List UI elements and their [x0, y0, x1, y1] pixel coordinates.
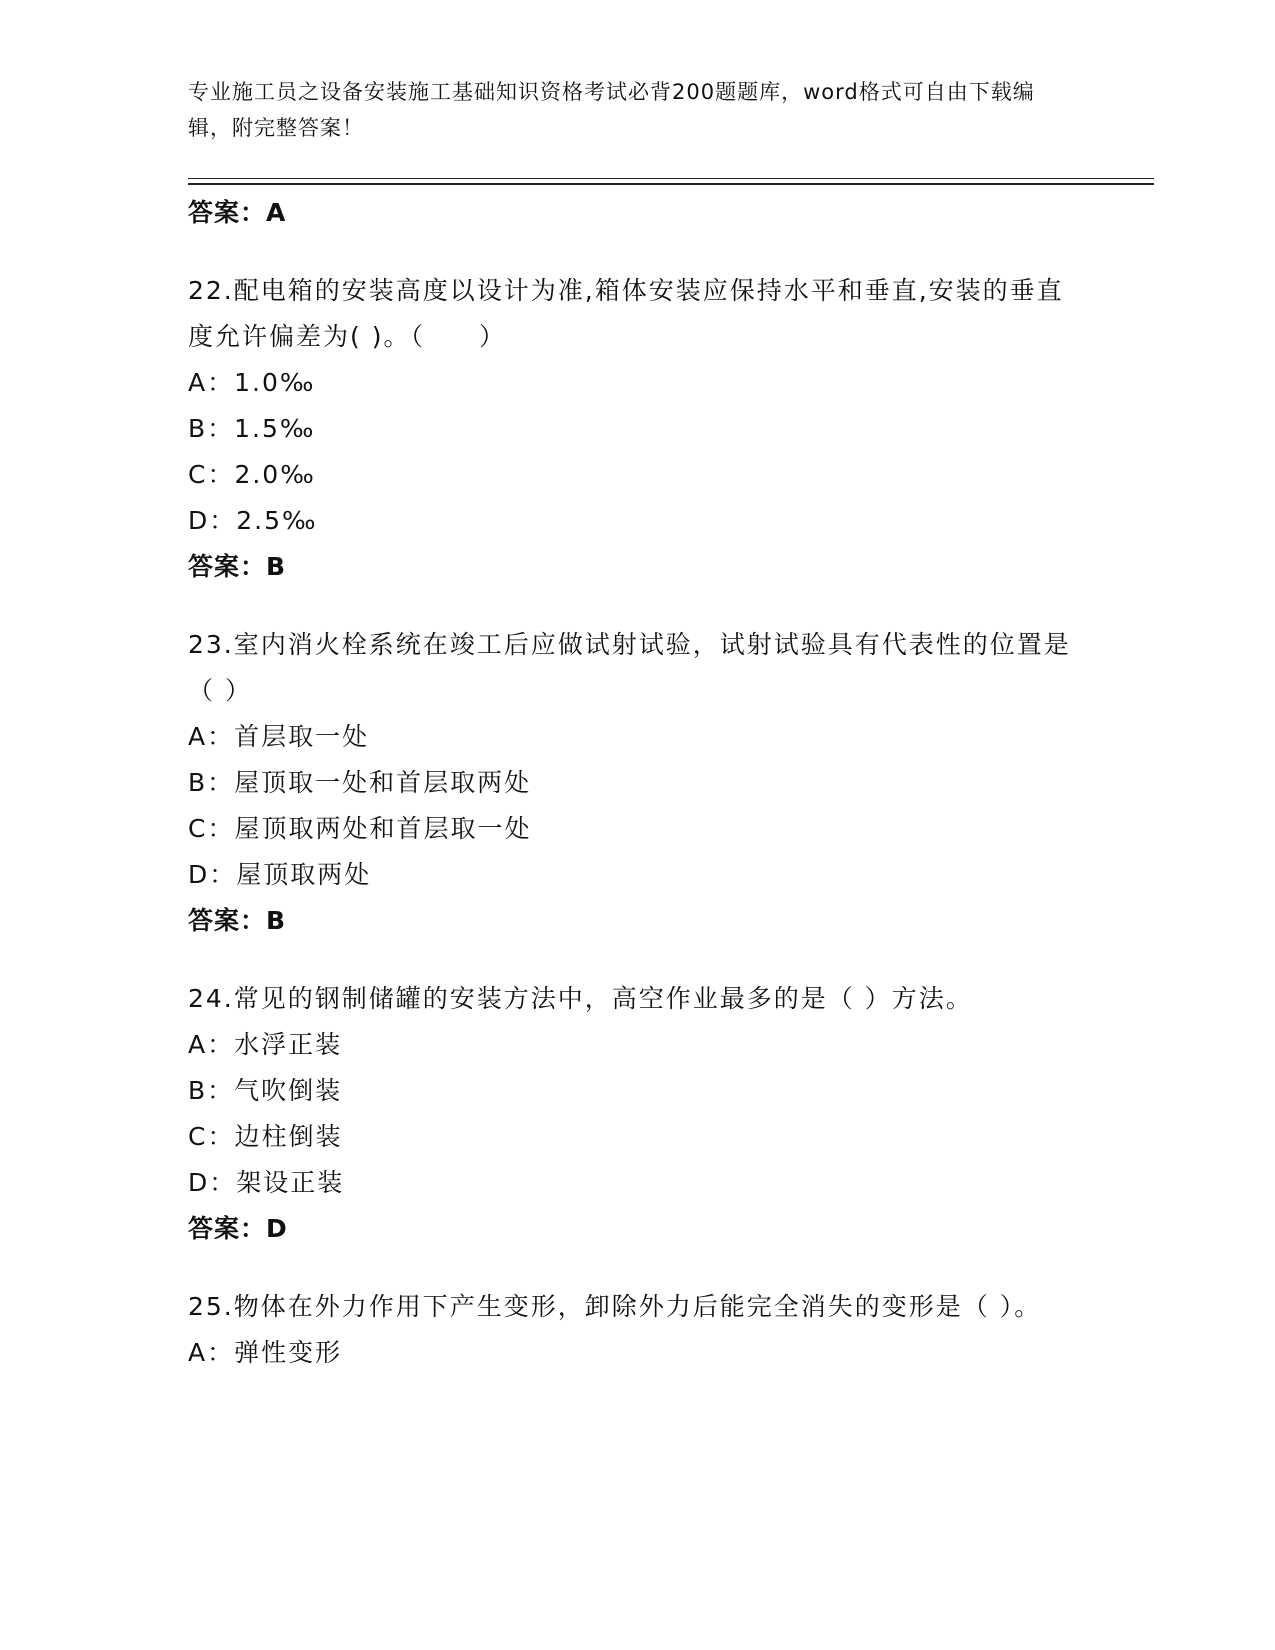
option-d: D：架设正装 [188, 1168, 345, 1197]
answer-line: 答案：D [188, 1214, 288, 1243]
option-c: C：屋顶取两处和首层取一处 [188, 814, 532, 843]
question-block [188, 622, 1088, 944]
question-list [188, 190, 1088, 1376]
answer-line: 答案：A [188, 198, 287, 227]
option-c: C：2.0‰ [188, 460, 316, 489]
header-divider-thick [188, 183, 1154, 185]
option-a: A：1.0‰ [188, 368, 316, 397]
option-b: B：1.5‰ [188, 414, 316, 443]
answer-line: 答案：B [188, 552, 287, 581]
question-block [188, 268, 1088, 590]
option-d: D：屋顶取两处 [188, 860, 372, 889]
option-c: C：边柱倒装 [188, 1122, 343, 1151]
option-a: A：弹性变形 [188, 1338, 343, 1367]
document-header: 专业施工员之设备安装施工基础知识资格考试必背200题题库，word格式可自由下载编辑，附完整答案！ [188, 80, 1035, 140]
question-block [188, 976, 1088, 1252]
option-d: D：2.5‰ [188, 506, 318, 535]
header-divider-thin [188, 178, 1154, 179]
question-text: 25.物体在外力作用下产生变形，卸除外力后能完全消失的变形是（ ）。 [188, 1292, 1042, 1321]
option-a: A：首层取一处 [188, 722, 370, 751]
question-text: 24.常见的钢制储罐的安装方法中，高空作业最多的是（ ）方法。 [188, 984, 973, 1013]
option-a: A：水浮正装 [188, 1030, 343, 1059]
question-text: 22.配电箱的安装高度以设计为准,箱体安装应保持水平和垂直,安装的垂直度允许偏差为( )。（ ） [188, 276, 1064, 351]
answer-line: 答案：B [188, 906, 287, 935]
option-b: B：气吹倒装 [188, 1076, 343, 1105]
question-text: 23.室内消火栓系统在竣工后应做试射试验，试射试验具有代表性的位置是（ ） [188, 630, 1071, 705]
option-b: B：屋顶取一处和首层取两处 [188, 768, 532, 797]
question-block [188, 1284, 1088, 1376]
